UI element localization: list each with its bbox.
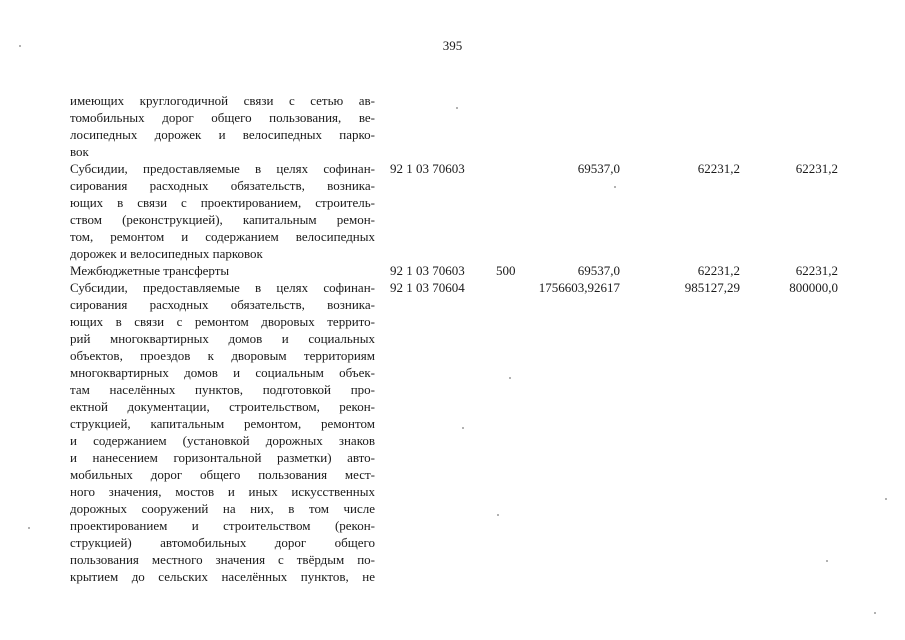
description-line: Субсидии, предоставляемые в целях софинан- xyxy=(70,161,375,176)
description-line: дорожных сооружений на них, в том числе xyxy=(70,501,375,516)
budget-table xyxy=(70,92,870,585)
description-line: струкцией, капитальным ремонтом, ремонтом xyxy=(70,416,375,431)
scan-speck xyxy=(497,514,499,516)
table-row xyxy=(70,160,870,262)
scan-speck xyxy=(462,427,464,429)
table-row xyxy=(70,262,870,279)
amount-year-3: 62231,2 xyxy=(795,161,838,176)
description-line: Субсидии, предоставляемые в целях софинан- xyxy=(70,280,375,295)
amount-year-3: 62231,2 xyxy=(795,263,838,278)
description-line: пользования местного значения с твёрдым по- xyxy=(70,552,375,567)
amount-year-1: 1756603,92617 xyxy=(538,280,620,295)
description-line: крытием до сельских населённых пунктов, не xyxy=(70,569,375,584)
description-line: томобильных дорог общего пользования, ве- xyxy=(70,110,375,125)
description-line: вок xyxy=(70,144,89,159)
description-line: сирования расходных обязательств, возника- xyxy=(70,178,375,193)
scan-speck xyxy=(614,186,616,188)
description-line: ющих в связи с проектированием, строитель- xyxy=(70,195,375,210)
row-description xyxy=(70,279,375,585)
amount-year-2: 62231,2 xyxy=(697,161,740,176)
description-line: и нанесением горизонтальной разметки) авто- xyxy=(70,450,375,465)
description-line: ством (реконструкцией), капитальным ремон- xyxy=(70,212,375,227)
scan-speck xyxy=(885,498,887,500)
description-line: дорожек и велосипедных парковок xyxy=(70,246,263,261)
expense-type-code: 500 xyxy=(496,263,516,278)
description-line: сирования расходных обязательств, возника- xyxy=(70,297,375,312)
scan-speck xyxy=(456,107,458,109)
scan-speck xyxy=(874,612,876,614)
amount-year-2: 985127,29 xyxy=(684,280,740,295)
table-row xyxy=(70,92,870,160)
page-number: 395 xyxy=(442,38,463,53)
scan-speck xyxy=(19,45,21,47)
amount-year-3: 800000,0 xyxy=(789,280,838,295)
description-line: проектированием и строительством (рекон- xyxy=(70,518,375,533)
description-line: рий многоквартирных домов и социальных xyxy=(70,331,375,346)
description-line: имеющих круглогодичной связи с сетью ав- xyxy=(70,93,375,108)
scan-speck xyxy=(509,377,511,379)
scan-speck xyxy=(826,560,828,562)
target-article-code: 92 1 03 70603 xyxy=(390,263,465,278)
target-article-code: 92 1 03 70604 xyxy=(390,280,465,295)
description-line: ного значения, мостов и иных искусственных xyxy=(70,484,375,499)
description-line: там населённых пунктов, подготовкой про- xyxy=(70,382,375,397)
amount-year-1: 69537,0 xyxy=(577,263,620,278)
description-line: том, ремонтом и содержанием велосипедных xyxy=(70,229,375,244)
description-line: ющих в связи с ремонтом дворовых террито- xyxy=(70,314,375,329)
description-line: струкцией) автомобильных дорог общего xyxy=(70,535,375,550)
row-description xyxy=(70,160,375,262)
description-line: Межбюджетные трансферты xyxy=(70,263,230,278)
description-line: объектов, проездов к дворовым территориям xyxy=(70,348,375,363)
description-line: мобильных дорог общего пользования мест- xyxy=(70,467,375,482)
description-line: и содержанием (установкой дорожных знаков xyxy=(70,433,375,448)
row-description xyxy=(70,262,375,279)
table-row xyxy=(70,279,870,585)
description-line: многоквартирных домов и социальным объек- xyxy=(70,365,375,380)
row-description xyxy=(70,92,375,160)
amount-year-2: 62231,2 xyxy=(697,263,740,278)
target-article-code: 92 1 03 70603 xyxy=(390,161,465,176)
description-line: ектной документации, строительством, рекон- xyxy=(70,399,375,414)
description-line: лосипедных дорожек и велосипедных парко- xyxy=(70,127,375,142)
amount-year-1: 69537,0 xyxy=(577,161,620,176)
scan-speck xyxy=(28,527,30,529)
